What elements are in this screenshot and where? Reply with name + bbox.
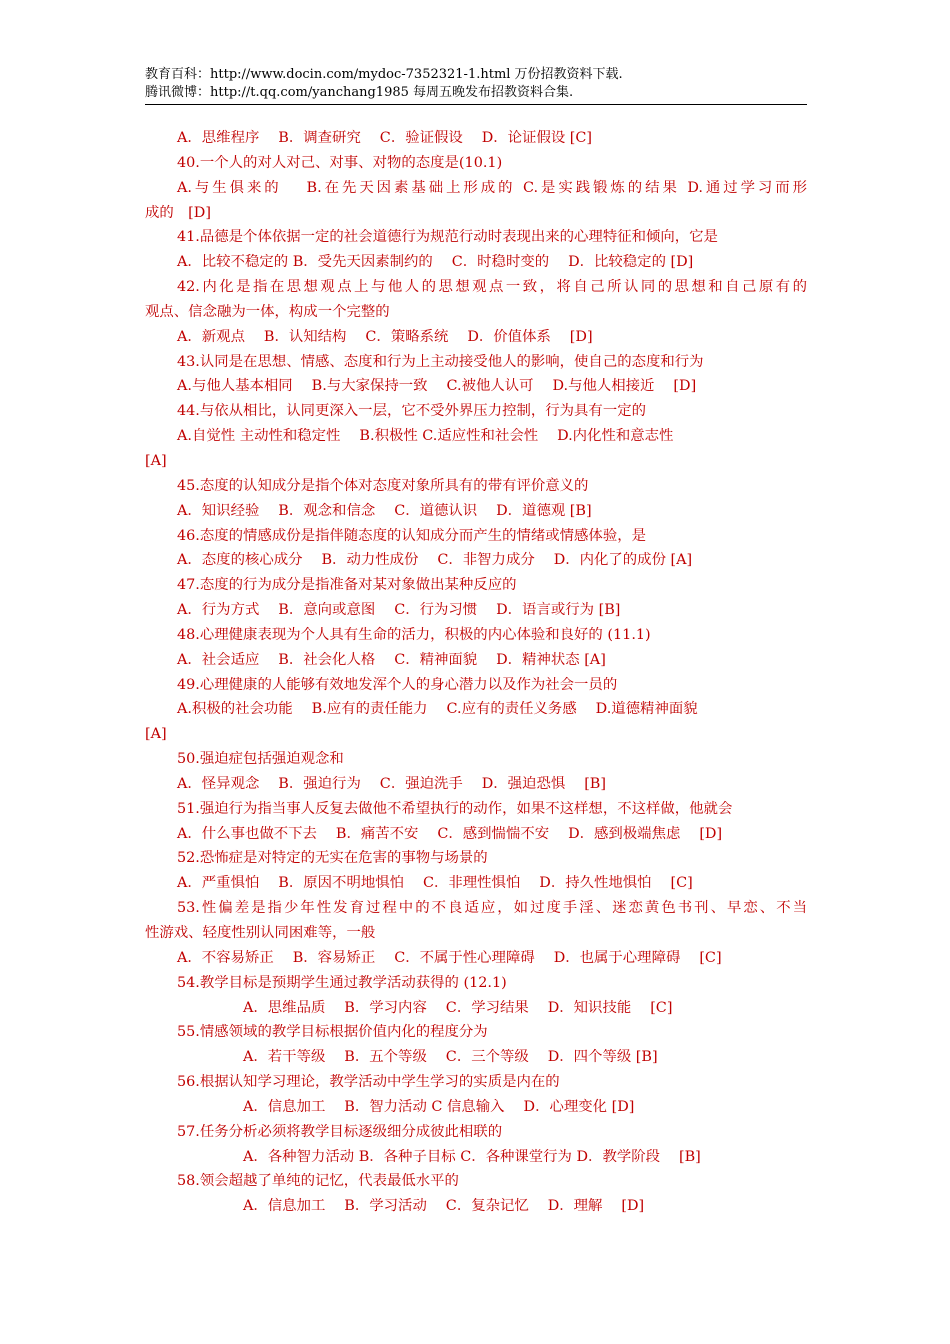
question-line: 53.性偏差是指少年性发育过程中的不良适应，如过度手淫、迷恋黄色书刊、早恋、不当 xyxy=(177,900,807,917)
option-line: A．思维品质 B．学习内容 C．学习结果 D．知识技能 [C] xyxy=(243,999,673,1016)
option-line: A．新观点 B．认知结构 C．策略系统 D．价值体系 [D] xyxy=(177,328,593,345)
question-continuation: 观点、信念融为一体，构成一个完整的 xyxy=(145,303,390,320)
option-line: A.自觉性 主动性和稳定性 B.积极性 C.适应性和社会性 D.内化性和意志性 xyxy=(177,428,674,445)
question-line: 55.情感领域的教学目标根据价值内化的程度分为 xyxy=(177,1024,488,1041)
option-line: A.与生俱来的 B.在先天因素基础上形成的 C.是实践锻炼的结果 D.通过学习而形 xyxy=(177,179,807,196)
header-line-2: 腾讯微博：http://t.qq.com/yanchang1985 每周五晚发布招教资料合集. xyxy=(145,85,574,100)
question-line: 54.教学目标是预期学生通过教学活动获得的 (12.1) xyxy=(177,974,507,991)
header-line-1: 教育百科：http://www.docin.com/mydoc-7352321-1.html 万份招教资料下载. xyxy=(145,67,623,82)
answer-continuation: [A] xyxy=(145,726,167,743)
question-line: 50.强迫症包括强迫观念和 xyxy=(177,751,344,768)
question-continuation: 性游戏、轻度性别认同困难等，一般 xyxy=(145,925,376,941)
option-line: A．不容易矫正 B．容易矫正 C．不属于性心理障碍 D．也属于心理障碍 [C] xyxy=(177,949,722,966)
option-line: A．态度的核心成分 B．动力性成份 C．非智力成分 D．内化了的成份 [A] xyxy=(177,552,693,569)
option-line: A．社会适应 B．社会化人格 C．精神面貌 D．精神状态 [A] xyxy=(177,651,606,668)
question-line: 44.与依从相比，认同更深入一层，它不受外界压力控制，行为具有一定的 xyxy=(177,403,646,420)
question-line: 41.品德是个体依据一定的社会道德行为规范行动时表现出来的心理特征和倾向，它是 xyxy=(177,229,718,246)
question-line: 48.心理健康表现为个人具有生命的活力，积极的内心体验和良好的 (11.1) xyxy=(177,626,651,643)
question-line: 58.领会超越了单纯的记忆，代表最低水平的 xyxy=(177,1173,459,1190)
question-line: 56.根据认知学习理论，教学活动中学生学习的实质是内在的 xyxy=(177,1074,560,1091)
question-line: 47.态度的行为成分是指准备对某对象做出某种反应的 xyxy=(177,577,517,594)
question-line: 52.恐怖症是对特定的无实在危害的事物与场景的 xyxy=(177,850,488,867)
document-body xyxy=(145,126,807,1219)
option-line: A.与他人基本相同 B.与大家保持一致 C.被他人认可 D.与他人相接近 [D] xyxy=(177,378,697,395)
option-line: A．信息加工 B．学习活动 C．复杂记忆 D．理解 [D] xyxy=(243,1198,645,1215)
option-line: A．各种智力活动 B．各种子目标 C．各种课堂行为 D．教学阶段 [B] xyxy=(243,1148,701,1165)
option-line: A.积极的社会功能 B.应有的责任能力 C.应有的责任义务感 D.道德精神面貌 xyxy=(177,701,698,718)
option-line: A．知识经验 B．观念和信念 C．道德认识 D．道德观 [B] xyxy=(177,502,592,519)
question-line: 51.强迫行为指当事人反复去做他不希望执行的动作，如果不这样想，不这样做，他就会 xyxy=(177,800,733,817)
question-line: 49.心理健康的人能够有效地发浑个人的身心潜力以及作为社会一员的 xyxy=(177,676,618,693)
option-line: A．若干等级 B．五个等级 C．三个等级 D．四个等级 [B] xyxy=(243,1049,658,1066)
option-line: A．信息加工 B．智力活动 C 信息输入 D．心理变化 [D] xyxy=(243,1098,635,1115)
option-line: A．比较不稳定的 B．受先天因素制约的 C．时稳时变的 D．比较稳定的 [D] xyxy=(177,254,694,271)
option-line: A．思维程序 B．调查研究 C．验证假设 D．论证假设 [C] xyxy=(177,130,593,146)
question-line: 57.任务分析必须将教学目标逐级细分成彼此相联的 xyxy=(177,1123,503,1140)
question-line: 42.内化是指在思想观点上与他人的思想观点一致，将自己所认同的思想和自己原有的 xyxy=(177,279,807,296)
option-continuation: 成的 [D] xyxy=(145,204,211,221)
option-line: A．什么事也做不下去 B．痛苦不安 C．感到惴惴不安 D．感到极端焦虑 [D] xyxy=(177,825,723,842)
option-line: A．严重惧怕 B．原因不明地惧怕 C．非理性惧怕 D．持久性地惧怕 [C] xyxy=(177,875,693,892)
option-line: A．行为方式 B．意向或意图 C．行为习惯 D．语言或行为 [B] xyxy=(177,602,621,619)
question-line: 46.态度的情感成份是指伴随态度的认知成分而产生的情绪或情感体验，是 xyxy=(177,527,646,544)
question-line: 45.态度的认知成分是指个体对态度对象所具有的带有评价意义的 xyxy=(177,477,589,494)
question-line: 40.一个人的对人对己、对事、对物的态度是(10.1) xyxy=(177,154,503,171)
option-line: A．怪异观念 B．强迫行为 C．强迫洗手 D．强迫恐惧 [B] xyxy=(177,775,606,792)
page-header xyxy=(145,66,807,105)
question-line: 43.认同是在思想、情感、态度和行为上主动接受他人的影响，使自己的态度和行为 xyxy=(177,353,704,370)
answer-continuation: [A] xyxy=(145,452,167,469)
